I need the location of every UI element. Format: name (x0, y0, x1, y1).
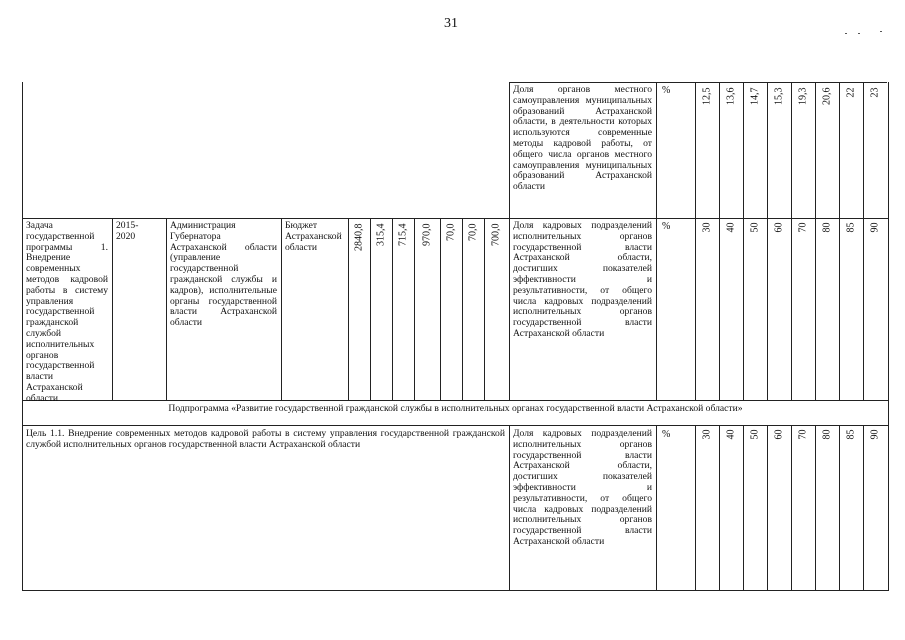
table-rule (863, 425, 864, 590)
source-text: Бюджет Астраханской области (285, 220, 342, 253)
goal-text: Цель 1.1. Внедрение современных методов кадровой работы в систему управления государственной гражданской службой исполнительных органов государственной власти Астраханской области (26, 428, 505, 450)
table-rule (863, 82, 864, 400)
funding-value: 315,4 (375, 223, 387, 246)
table-rule (791, 425, 792, 590)
indicator-value: 50 (749, 429, 761, 440)
subprogram-heading: Подпрограмма «Развитие государственной гражданской службы в исполнительных органах государственной власти Астраханской области» (168, 403, 743, 414)
indicator-value: 30 (701, 429, 713, 440)
scan-speck (858, 33, 860, 34)
indicator-value: 23 (869, 87, 881, 98)
table-rule (509, 82, 887, 83)
table-rule (414, 218, 415, 400)
table-rule (719, 425, 720, 590)
funding-value: 70,0 (445, 223, 457, 241)
indicator-value: 19,3 (797, 87, 809, 105)
indicator-value: 50 (749, 222, 761, 233)
unit-text: % (662, 85, 671, 96)
indicator-text: Доля кадровых подразделений исполнительных органов государственной власти Астраханской области, достигших показателей эффективности и результативности, от общего числа кадровых подразделений исполнительных органов государственной власти Астраханской области (513, 428, 652, 547)
funding-value: 970,0 (421, 223, 433, 246)
indicator-value: 80 (821, 222, 833, 233)
table-rule (22, 425, 889, 426)
table-rule (440, 218, 441, 400)
table-rule (888, 82, 889, 590)
page-number: 31 (444, 16, 458, 31)
table-rule (392, 218, 393, 400)
table-rule (767, 425, 768, 590)
task-text: Задача государственной программы 1. Внедрение современных методов кадровой работы в систему управления государственной гражданской службой исполнительных органов государственной власти Астраханской области (26, 220, 108, 404)
executor-text: Администрация Губернатора Астраханской области (управление государственной гражданской службы и кадров), исполнительные органы государственной власти Астраханской области (170, 220, 277, 329)
indicator-value: 85 (845, 222, 857, 233)
indicator-value: 85 (845, 429, 857, 440)
funding-value: 70,0 (467, 223, 479, 241)
table-rule (370, 218, 371, 400)
table-rule (743, 425, 744, 590)
unit-text: % (662, 221, 671, 232)
table-rule (462, 218, 463, 400)
funding-value: 715,4 (397, 223, 409, 246)
table-rule (791, 82, 792, 400)
scan-speck (845, 33, 847, 34)
indicator-value: 13,6 (725, 87, 737, 105)
table-rule (743, 82, 744, 400)
funding-value: 700,0 (490, 223, 502, 246)
indicator-value: 60 (773, 429, 785, 440)
table-rule (22, 82, 23, 590)
table-rule (815, 425, 816, 590)
indicator-value: 40 (725, 222, 737, 233)
indicator-value: 60 (773, 222, 785, 233)
table-rule (695, 82, 696, 400)
table-rule (484, 218, 485, 400)
table-rule (656, 425, 657, 590)
table-rule (656, 82, 657, 400)
table-rule (281, 218, 282, 400)
unit-text: % (662, 429, 671, 440)
indicator-value: 30 (701, 222, 713, 233)
table-rule (22, 218, 889, 219)
indicator-value: 20,6 (821, 87, 833, 105)
table-rule (22, 590, 889, 591)
table-rule (509, 82, 510, 400)
indicator-value: 70 (797, 222, 809, 233)
table-rule (348, 218, 349, 400)
table-rule (767, 82, 768, 400)
indicator-value: 90 (869, 222, 881, 233)
table-rule (112, 218, 113, 400)
indicator-value: 22 (845, 87, 857, 98)
table-rule (839, 82, 840, 400)
table-rule (509, 425, 510, 590)
indicator-value: 12,5 (701, 87, 713, 105)
period-text: 2015-2020 (116, 220, 139, 242)
funding-value: 2840,8 (353, 223, 365, 251)
indicator-text: Доля органов местного самоуправления муниципальных образований Астраханской области, в деятельности которых используются современные методы кадровой работы, от общего числа органов местного самоуправления муниципальных образований Астраханской области (513, 84, 652, 193)
indicator-text: Доля кадровых подразделений исполнительных органов государственной власти Астраханской области, достигших показателей эффективности и результативности, от общего числа кадровых подразделений исполнительных органов государственной власти Астраханской области (513, 220, 652, 339)
indicator-value: 14,7 (749, 87, 761, 105)
table-rule (22, 400, 889, 401)
scan-speck (880, 31, 882, 32)
indicator-value: 90 (869, 429, 881, 440)
table-rule (719, 82, 720, 400)
table-rule (166, 218, 167, 400)
table-rule (815, 82, 816, 400)
indicator-value: 40 (725, 429, 737, 440)
table-rule (695, 425, 696, 590)
indicator-value: 70 (797, 429, 809, 440)
indicator-value: 15,3 (773, 87, 785, 105)
indicator-value: 80 (821, 429, 833, 440)
table-rule (839, 425, 840, 590)
